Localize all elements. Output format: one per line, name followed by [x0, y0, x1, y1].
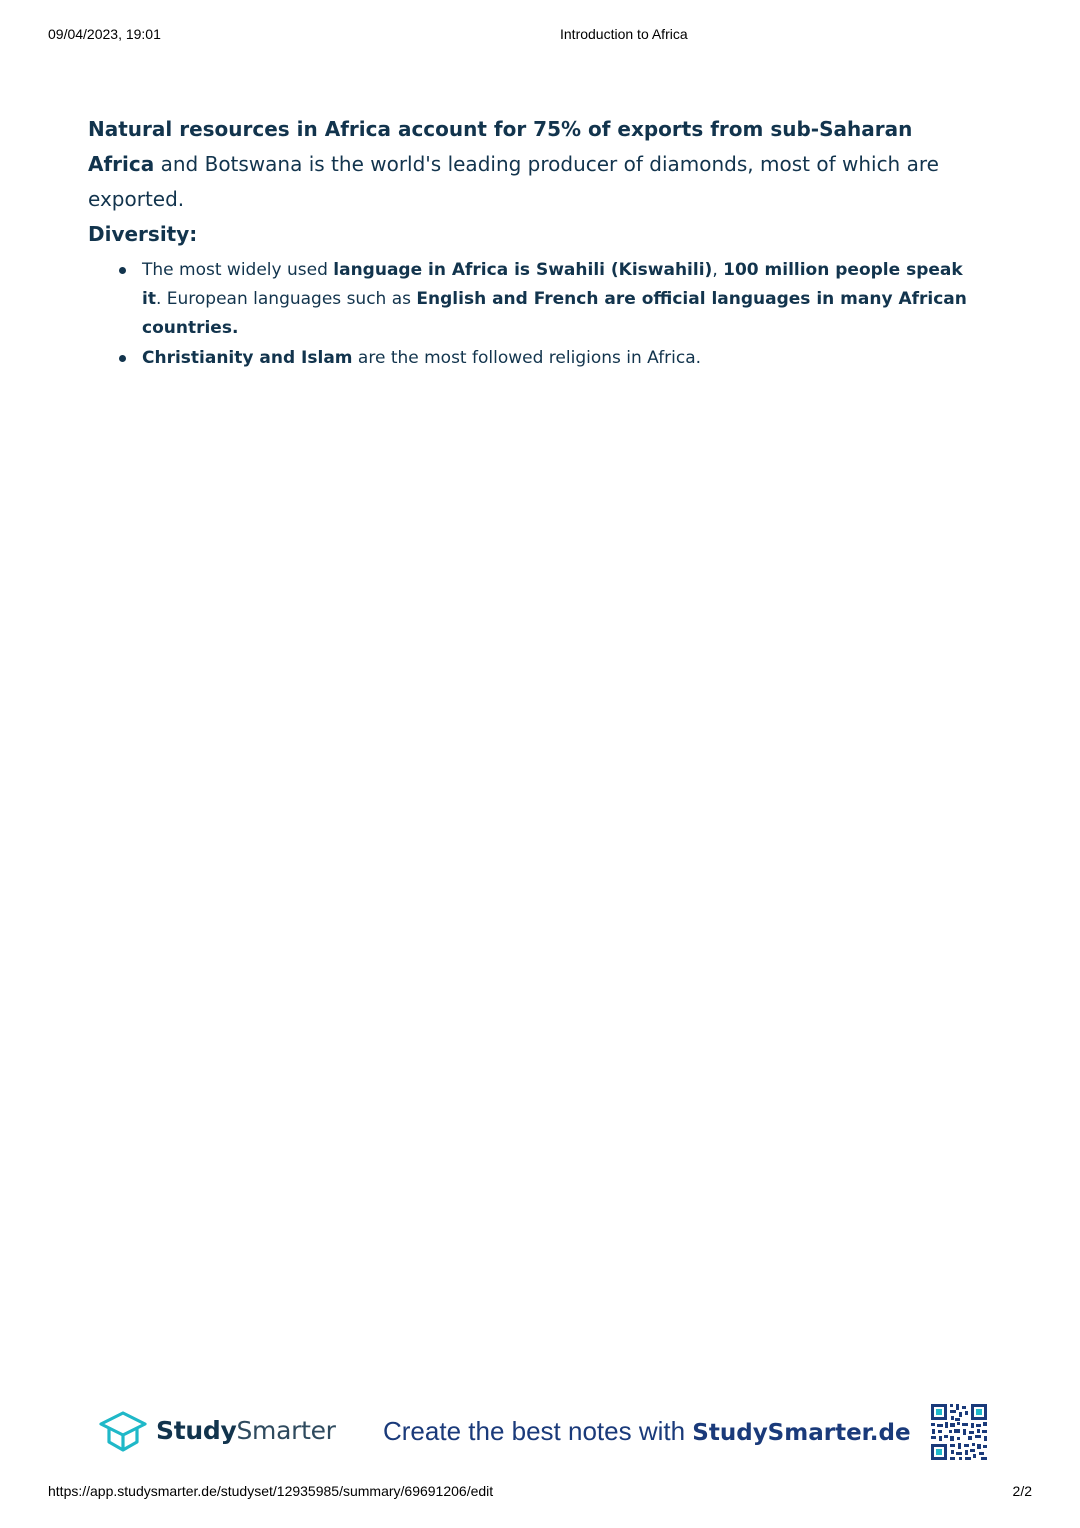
bullet-part: . European languages such as: [155, 289, 417, 309]
logo-text-bold: Study: [156, 1416, 237, 1445]
list-item: [88, 344, 968, 373]
studysmarter-logo-icon: [96, 1408, 150, 1454]
print-footer: [48, 1483, 1032, 1503]
diversity-list: [88, 256, 968, 373]
resources-bold-text: Natural resources in Africa account for 75% of exports from sub-Saharan Africa: [88, 117, 913, 176]
bullet-part-bold: language in Africa is Swahili (Kiswahili): [333, 260, 713, 280]
bullet-part: ,: [712, 260, 724, 280]
studysmarter-footer-banner: [96, 1402, 996, 1466]
bullet-part: The most widely used: [142, 260, 334, 280]
print-header: [48, 26, 1032, 46]
tagline-brand: StudySmarter.de: [692, 1420, 911, 1446]
list-item: [88, 256, 968, 343]
print-doc-title: Introduction to Africa: [560, 26, 688, 42]
bullet-icon: [119, 355, 126, 362]
qr-code-icon: [929, 1402, 989, 1462]
resources-paragraph: [88, 112, 968, 217]
tagline-text: Create the best notes with: [383, 1416, 693, 1446]
bullet-text-language: [142, 260, 967, 338]
print-datetime: 09/04/2023, 19:01: [48, 26, 161, 42]
diversity-heading: Diversity:: [88, 222, 198, 246]
bullet-part: are the most followed religions in Africa.: [352, 348, 702, 368]
resources-rest-text: and Botswana is the world's leading producer of diamonds, most of which are exported.: [88, 152, 939, 211]
logo-text-light: Smarter: [236, 1416, 336, 1445]
bullet-part-bold: English and French are official languages in many African countries.: [142, 289, 967, 338]
print-url: https://app.studysmarter.de/studyset/12935985/summary/69691206/edit: [48, 1483, 494, 1499]
studysmarter-logo-text: [156, 1416, 336, 1445]
page-number: 2/2: [1012, 1483, 1032, 1499]
summary-content: [88, 112, 968, 374]
bullet-text-religion: [142, 348, 701, 368]
bullet-part-bold: 100 million people speak it: [142, 260, 963, 309]
promo-tagline: [383, 1416, 911, 1447]
bullet-icon: [119, 267, 126, 274]
bullet-part-bold: Christianity and Islam: [142, 348, 353, 368]
